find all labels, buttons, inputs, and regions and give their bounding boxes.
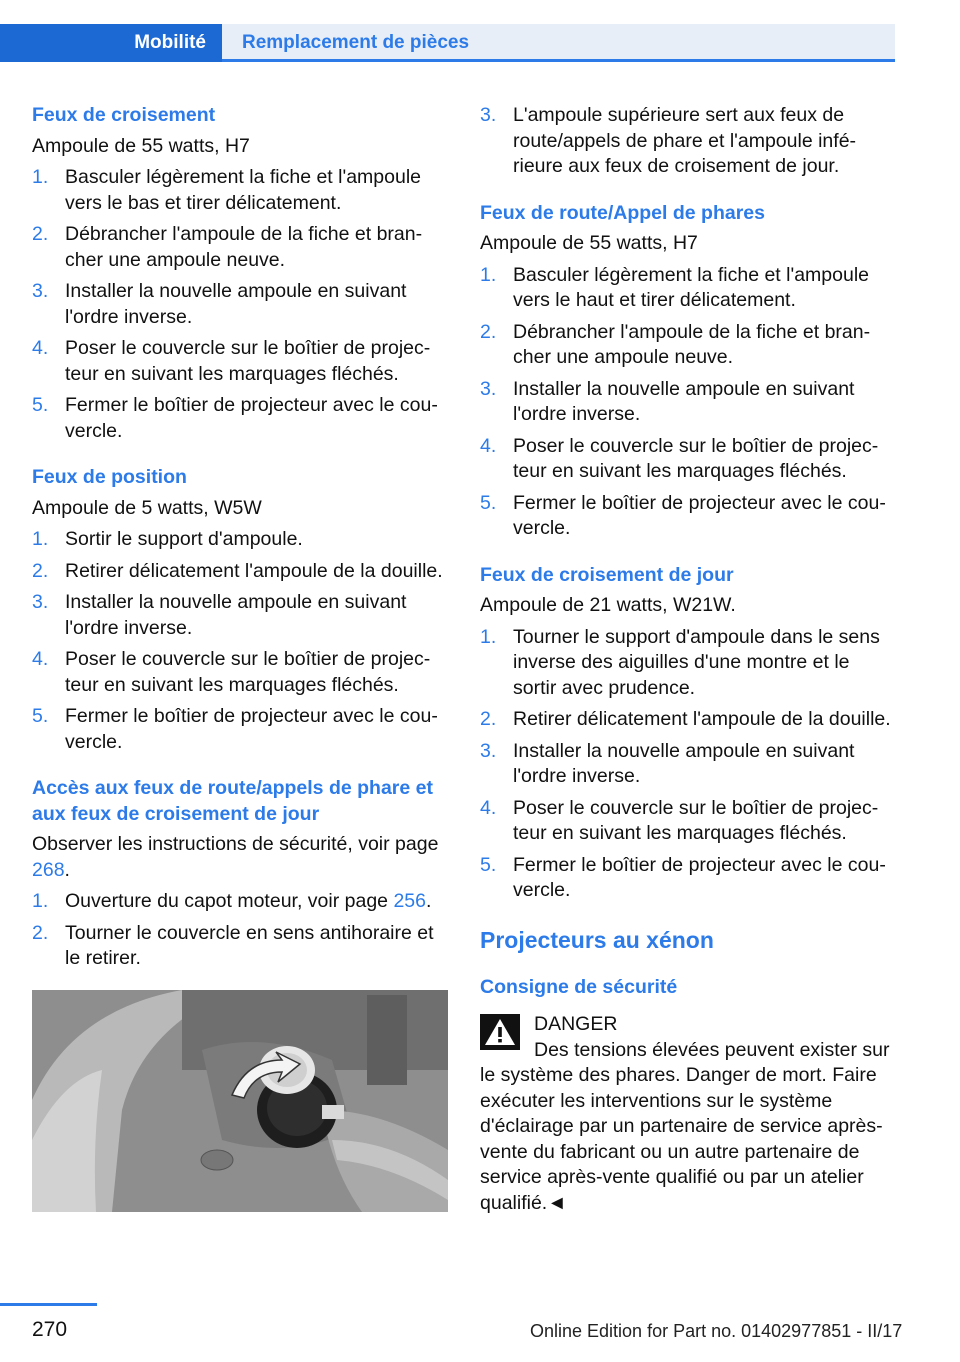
drl-heading: Feux de croisement de jour [480,563,734,586]
header-bar [0,24,895,62]
low-beam-spec: Ampoule de 55 watts, H7 [32,134,250,157]
step-text: Tourner le support d'ampoule dans le sens inverse des aiguilles d'une montre et le sortir avec prudence. [513,625,880,699]
list-item [32,527,449,553]
page-link-268[interactable]: 268 [32,858,65,881]
step-number: 4. [32,648,49,670]
access-note-text: Observer les instructions de sécurité, voir page [32,833,439,855]
low-beam-heading: Feux de croisement [32,104,216,126]
high-beam-spec: Ampoule de 55 watts, H7 [480,232,698,254]
list-item [32,165,449,216]
list-item [480,491,896,542]
step-number: 5. [480,853,497,876]
high-beam-steps [480,263,896,542]
left-column [32,103,449,1212]
step-text: Poser le couvercle sur le boîtier de projec-teur en suivant les marquages fléchés. [513,434,879,482]
position-heading: Feux de position [32,466,187,488]
step-text: Installer la nouvelle ampoule en suivant l'ordre inverse. [65,591,407,639]
step-number: 3. [480,739,497,762]
step-number: 3. [32,280,49,302]
step-number: 2. [32,921,49,944]
step-text: Poser le couvercle sur le boîtier de projec-teur en suivant les marquages fléchés. [65,648,431,696]
list-item [32,590,449,641]
list-item [32,704,449,755]
list-item [480,796,896,847]
step-text: Retirer délicatement l'ampoule de la douille. [513,708,891,730]
step-number: 4. [480,796,497,819]
step-text: Sortir le support d'ampoule. [65,528,303,550]
step-text: Retirer délicatement l'ampoule de la douille. [65,559,443,582]
right-column [480,103,896,1216]
footer-rule [0,1303,97,1306]
list-item [480,853,896,904]
list-item [32,559,449,585]
list-item [480,625,896,702]
list-item [480,434,896,485]
step-number: 1. [480,625,497,648]
step-text: Basculer légèrement la fiche et l'ampoule vers le bas et tirer délicatement. [65,166,421,214]
list-item [32,279,449,330]
list-item [480,103,896,180]
list-item [32,336,449,387]
step-text: Tourner le couvercle en sens antihoraire et le retirer. [65,921,434,969]
danger-notice [480,1012,896,1216]
step-number: 2. [480,320,497,343]
drl-steps [480,625,896,904]
step-text: Fermer le boîtier de projecteur avec le cou-vercle. [513,491,886,539]
step-number: 1. [480,263,497,286]
step-text: Fermer le boîtier de projecteur avec le cou-vercle. [65,394,438,442]
step-text: Poser le couvercle sur le boîtier de projec-teur en suivant les marquages fléchés. [513,796,879,844]
list-item [32,222,449,273]
danger-text-first-line: Des tensions élevées peuvent exister sur [534,1038,890,1061]
step-text: Débrancher l'ampoule de la fiche et bran-cher une ampoule neuve. [513,320,871,368]
step-number: 2. [32,223,49,245]
step-number: 4. [32,337,49,359]
list-item [480,263,896,314]
safety-subheading: Consigne de sécurité [480,975,678,998]
access-steps [32,889,449,972]
list-item [32,393,449,444]
engine-bay-illustration [32,990,448,1212]
header-underline [222,59,895,62]
step-text: Fermer le boîtier de projecteur avec le cou-vercle. [65,705,438,753]
step-number: 5. [32,394,49,416]
step-number: 1. [32,890,49,912]
list-item [32,647,449,698]
step-text: Basculer légèrement la fiche et l'ampoule vers le haut et tirer délicatement. [513,263,869,311]
list-item [480,739,896,790]
step-number: 2. [480,708,497,730]
step-text: Installer la nouvelle ampoule en suivant l'ordre inverse. [65,280,407,328]
edition-note: Online Edition for Part no. 01402977851 - II/17 [530,1321,903,1341]
step-number: 1. [32,528,49,550]
step-end: . [425,890,432,912]
step-text: Fermer le boîtier de projecteur avec le cou-vercle. [513,853,886,901]
continued-steps [480,103,896,180]
high-beam-heading: Feux de route/Appel de phares [480,201,765,224]
list-item [32,921,449,972]
page-link-256[interactable]: 256 [393,890,426,912]
step-number: 1. [32,166,49,188]
list-item [480,377,896,428]
danger-title: DANGER [534,1013,618,1035]
position-steps [32,527,449,755]
xenon-heading: Projecteurs au xénon [480,926,714,953]
position-spec: Ampoule de 5 watts, W5W [32,496,262,519]
step-text: Débrancher l'ampoule de la fiche et bran-cher une ampoule neuve. [65,223,423,271]
step-text: Installer la nouvelle ampoule en suivant l'ordre inverse. [513,739,855,787]
chapter-tab[interactable]: Remplacement de pièces [222,24,895,62]
drl-spec: Ampoule de 21 watts, W21W. [480,594,736,616]
step-number: 3. [480,377,497,400]
danger-text: le système des phares. Danger de mort. Faire exécuter les interventions sur le système d'éclairage par un partenaire de service après-vente du fabricant ou un autre partenaire de service après-vente qualifié ou par un atelier qualifié.◄ [480,1064,883,1214]
warning-triangle-icon [480,1014,520,1050]
step-number: 5. [32,705,49,727]
low-beam-steps [32,165,449,444]
page-number: 270 [32,1318,68,1341]
step-text: Ouverture du capot moteur, voir page [65,890,394,912]
step-text: L'ampoule supérieure sert aux feux de route/appels de phare et l'ampoule infé-rieure aux feux de croisement de jour. [513,104,857,177]
section-tab[interactable]: Mobilité [0,24,222,62]
step-number: 2. [32,559,49,582]
list-item [480,320,896,371]
step-text: Installer la nouvelle ampoule en suivant l'ordre inverse. [513,377,855,425]
step-number: 4. [480,434,497,457]
list-item [32,889,449,915]
access-note [32,832,449,883]
engine-bay-drawing [32,990,448,1212]
list-item [480,707,896,733]
step-number: 3. [32,591,49,613]
access-note-end: . [64,858,70,881]
step-number: 3. [480,104,497,126]
access-heading: Accès aux feux de route/appels de phare et aux feux de croisement de jour [32,777,433,825]
step-number: 5. [480,491,497,514]
step-text: Poser le couvercle sur le boîtier de projec-teur en suivant les marquages fléchés. [65,337,431,385]
